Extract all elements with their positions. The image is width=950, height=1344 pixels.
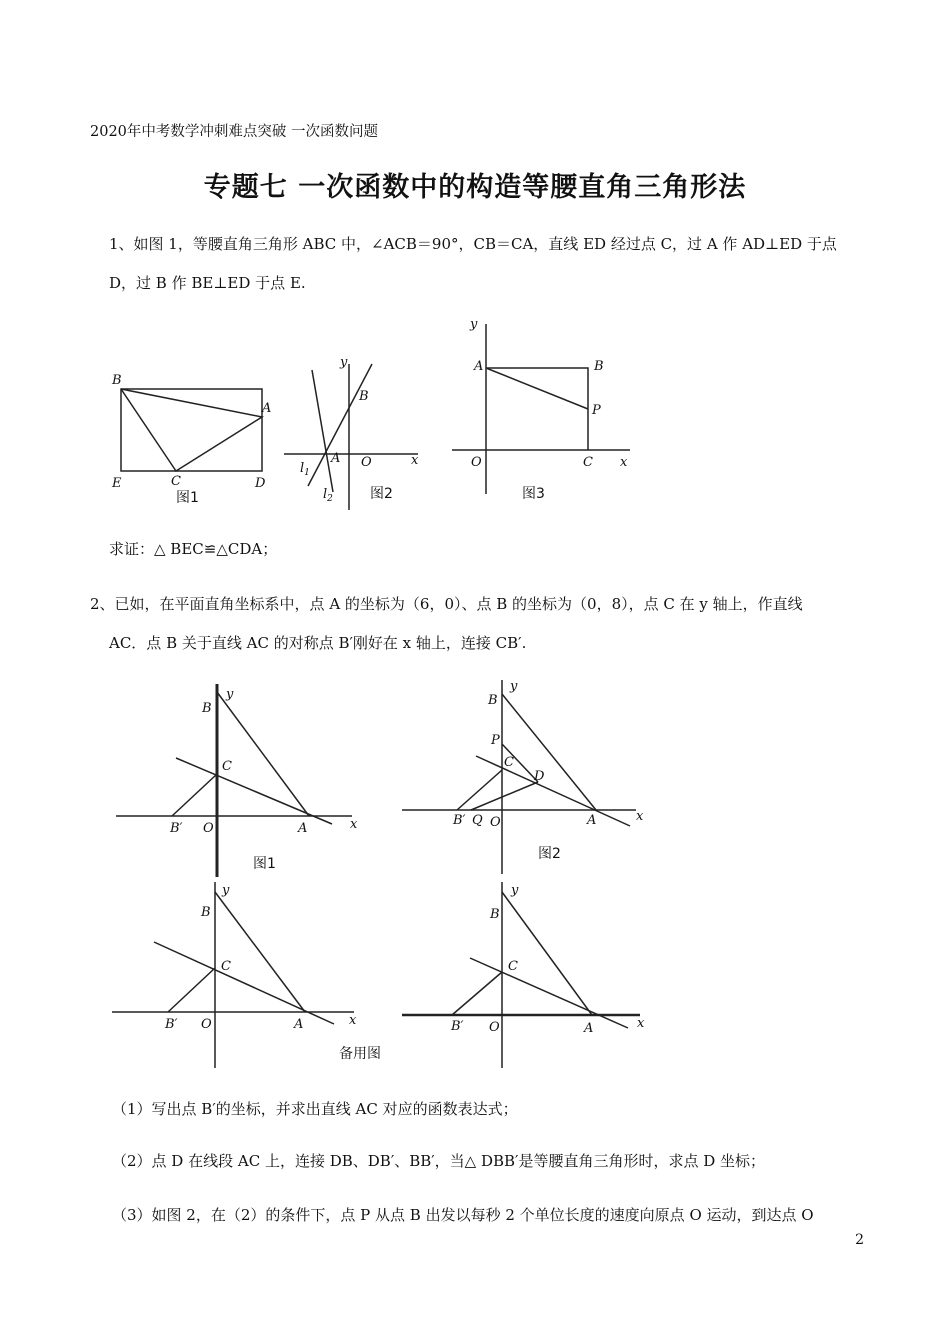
fig2-label-l1: $l_1$: [300, 461, 310, 478]
g1-label-O: O: [203, 821, 214, 836]
g2-label-x: x: [636, 809, 644, 824]
g4-label-A: A: [584, 1021, 594, 1036]
g2-label-D: D: [534, 769, 545, 784]
fig1-label-B: B: [112, 373, 122, 388]
fig3-label-P: P: [592, 403, 601, 418]
fig2-caption: 图2: [370, 486, 393, 502]
fig3-caption: 图3: [522, 486, 545, 502]
q2-sub1: （1）写出点 B′的坐标，并求出直线 AC 对应的函数表达式；: [112, 1100, 518, 1118]
g4-label-C: C: [508, 959, 518, 974]
g4-label-Bp: B′: [451, 1019, 464, 1034]
fig1-label-D: D: [255, 476, 266, 491]
fig2-label-y: y: [340, 355, 348, 370]
fig1-label-C: C: [171, 474, 181, 489]
g2-label-Q: Q: [472, 813, 483, 828]
g2-label-A: A: [587, 813, 597, 828]
q1-fig2: [284, 364, 418, 510]
g3-label-y: y: [222, 883, 230, 898]
g4-label-B: B: [490, 907, 500, 922]
g2-label-C: C: [504, 755, 514, 770]
q1-prove: 求证：△ BEC≌△CDA；: [109, 540, 278, 558]
document-header: 2020年中考数学冲刺难点突破 一次函数问题: [90, 124, 379, 140]
g3-label-O: O: [201, 1017, 212, 1032]
fig1-label-E: E: [112, 476, 122, 491]
g1-label-x: x: [350, 817, 358, 832]
fig3-label-B: B: [594, 359, 604, 374]
fig2-label-O: O: [361, 455, 372, 470]
g4-label-O: O: [489, 1020, 500, 1035]
q1-line2: D，过 B 作 BE⊥ED 于点 E.: [109, 274, 306, 292]
g4-label-x: x: [637, 1016, 645, 1031]
page-title: 专题七 一次函数中的构造等腰直角三角形法: [203, 172, 747, 203]
g2-label-O: O: [490, 815, 501, 830]
g1-label-Bp: B′: [170, 821, 183, 836]
g2-label-y: y: [510, 679, 518, 694]
fig3-label-C: C: [583, 455, 593, 470]
q2-sub2: （2）点 D 在线段 AC 上，连接 DB、DB′、BB′，当△ DBB′是等腰直角三角形时，求点 D 坐标；: [112, 1152, 766, 1170]
g1-label-B: B: [202, 701, 212, 716]
q2-spare-graph1: [112, 882, 354, 1068]
fig2-label-A: A: [331, 451, 341, 466]
g3-label-x: x: [349, 1013, 357, 1028]
q2-graph1: [116, 684, 352, 877]
q2-graph2: [402, 680, 636, 874]
q2-spare-graph2: [402, 882, 640, 1068]
g2-label-Bp: B′: [453, 813, 466, 828]
page-number: 2: [855, 1232, 864, 1248]
fig1-label-A: A: [262, 401, 272, 416]
g2-caption: 图2: [538, 846, 561, 862]
g3-label-Bp: B′: [165, 1017, 178, 1032]
fig2-label-l2: $l_2$: [323, 487, 333, 504]
q1-fig1: [121, 389, 262, 471]
g3-label-C: C: [221, 959, 231, 974]
g3-label-B: B: [201, 905, 211, 920]
g3-label-A: A: [294, 1017, 304, 1032]
q2-figures: [0, 672, 950, 1072]
q1-line1: 1、如图 1，等腰直角三角形 ABC 中，∠ACB＝90°，CB＝CA，直线 ED 经过点 C，过 A 作 AD⊥ED 于点: [109, 235, 837, 253]
g4-label-y: y: [511, 883, 519, 898]
q1-figures: [0, 310, 950, 520]
fig3-label-O: O: [471, 455, 482, 470]
spare-caption: 备用图: [339, 1046, 381, 1062]
fig2-label-B: B: [359, 389, 369, 404]
fig3-label-x: x: [620, 455, 628, 470]
q2-line2: AC．点 B 关于直线 AC 的对称点 B′刚好在 x 轴上，连接 CB′.: [109, 634, 527, 652]
g1-label-y: y: [226, 687, 234, 702]
g2-label-P: P: [491, 733, 500, 748]
fig1-caption: 图1: [176, 490, 199, 506]
fig3-label-y: y: [470, 317, 478, 332]
g1-label-C: C: [222, 759, 232, 774]
fig2-label-x: x: [411, 453, 419, 468]
g1-caption: 图1: [253, 856, 276, 872]
g2-label-B: B: [488, 693, 498, 708]
q2-sub3: （3）如图 2，在（2）的条件下，点 P 从点 B 出发以每秒 2 个单位长度的速度向原点 O 运动，到达点 O: [112, 1206, 814, 1224]
q2-line1: 2、已如，在平面直角坐标系中，点 A 的坐标为（6，0）、点 B 的坐标为（0，8），点 C 在 y 轴上，作直线: [90, 595, 803, 613]
g1-label-A: A: [298, 821, 308, 836]
fig3-label-A: A: [474, 359, 484, 374]
